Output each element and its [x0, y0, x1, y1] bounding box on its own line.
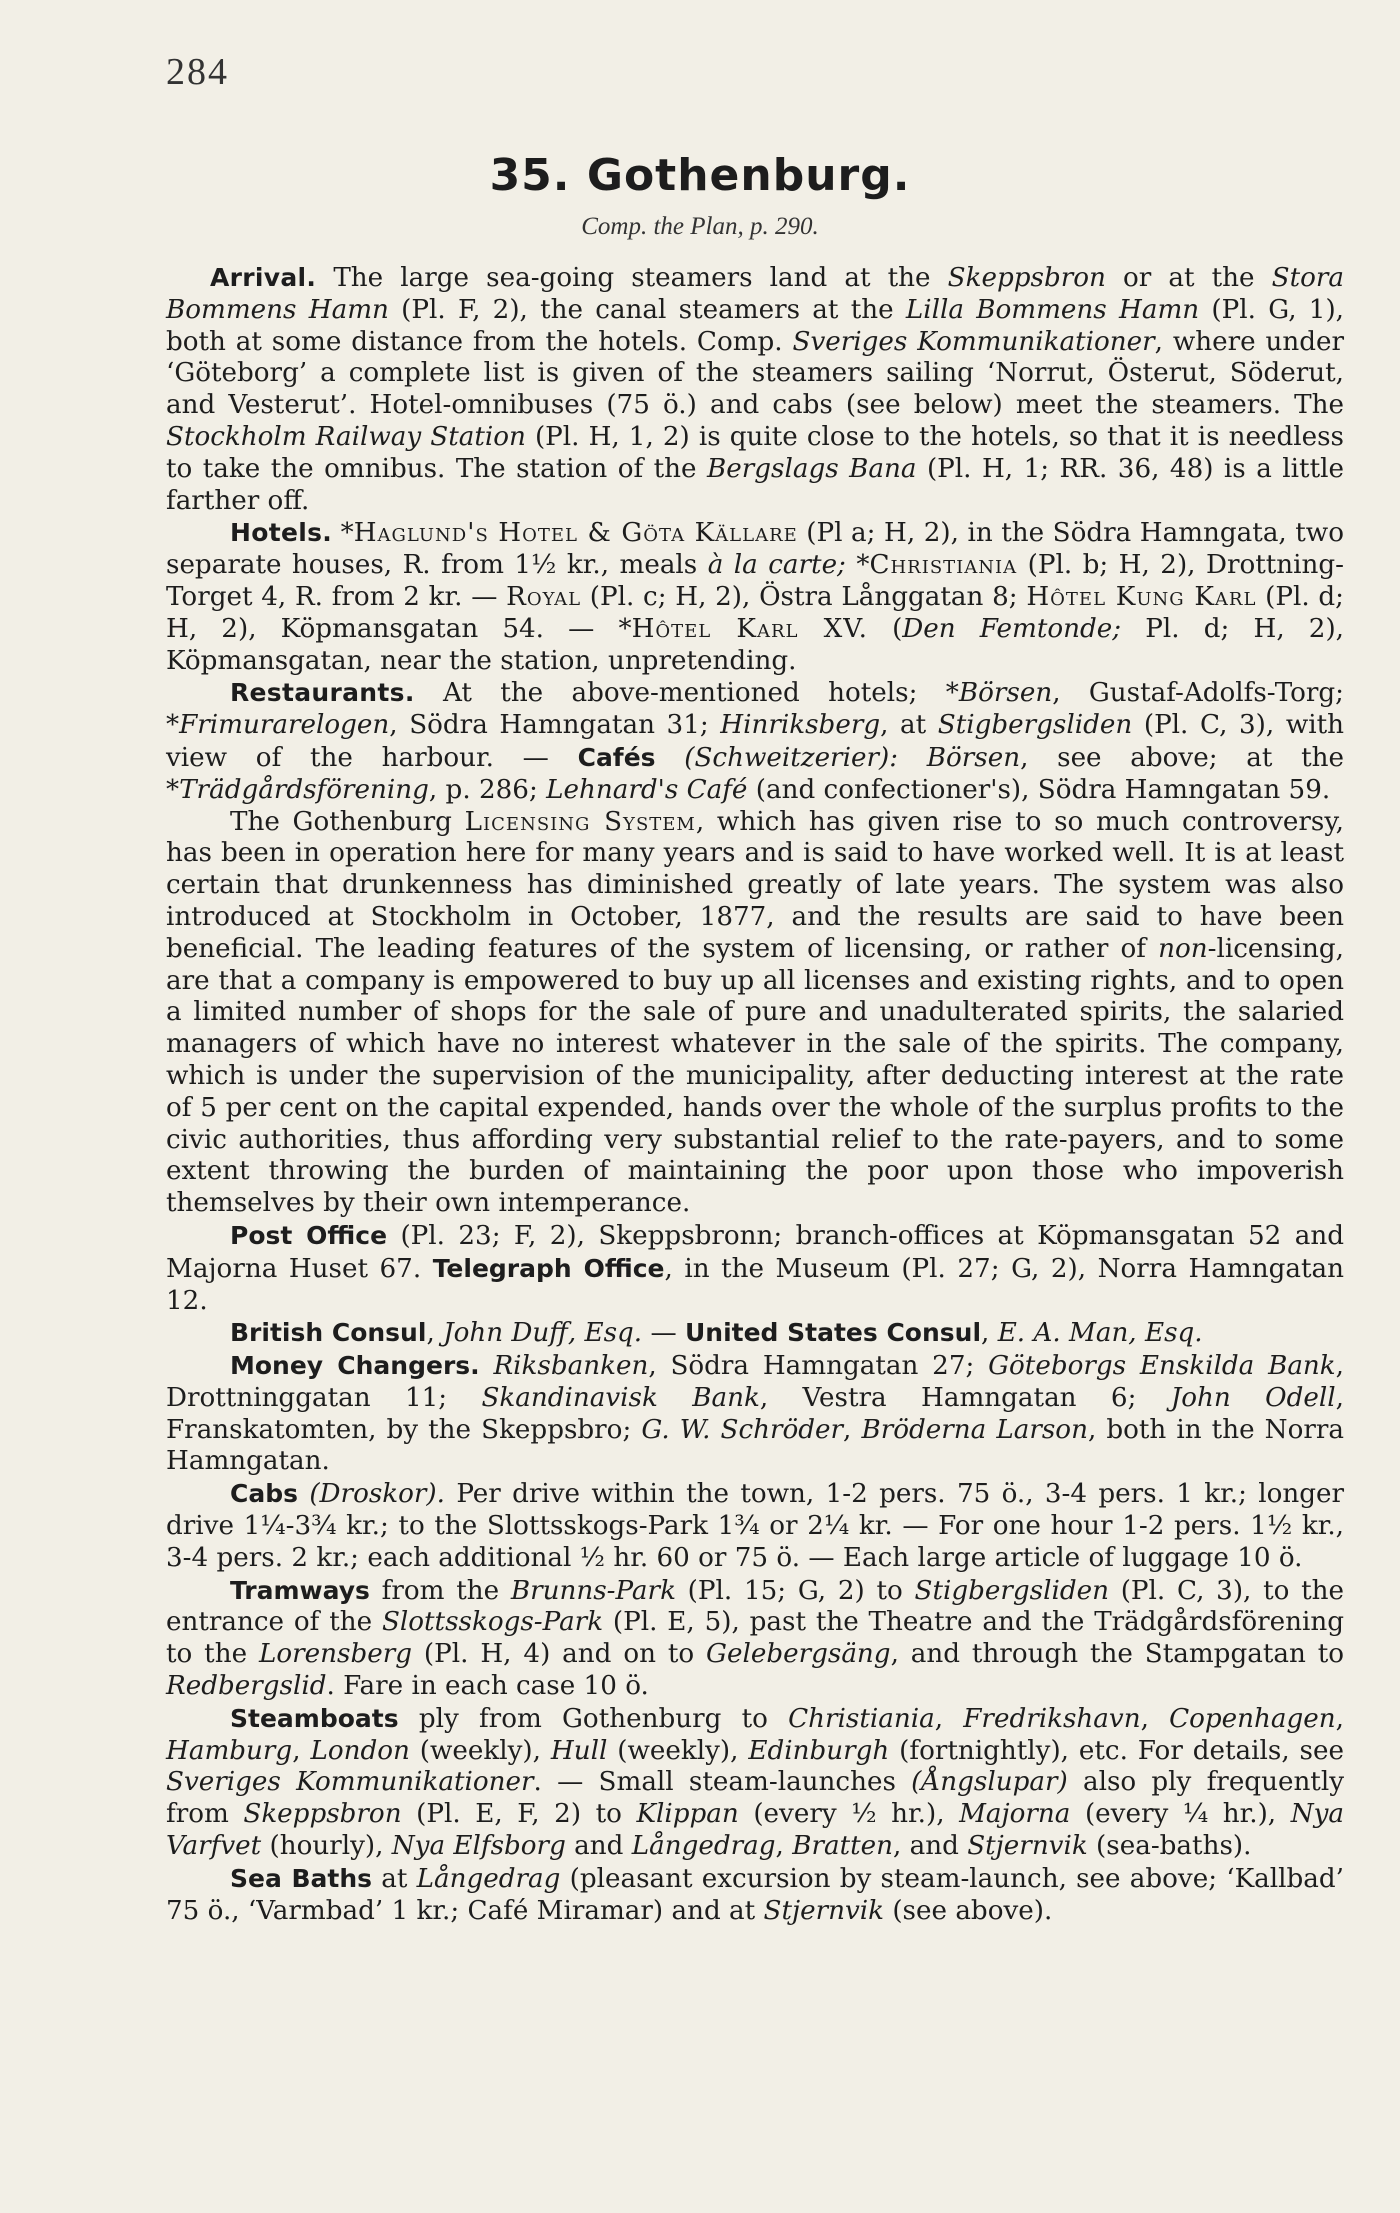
italic-text: Lehnard's Café	[546, 774, 748, 805]
text-run: . — Small steam-launches	[533, 1767, 912, 1798]
italic-text: Brunns-Park	[510, 1575, 676, 1606]
italic-text: (Ångslupar)	[911, 1767, 1068, 1798]
text-run: (fortnightly), etc. For details, see	[889, 1735, 1344, 1766]
keyword: United States Consul	[684, 1318, 982, 1348]
italic-text: Stjernvik	[967, 1831, 1088, 1862]
paragraph	[166, 1478, 1344, 1574]
text-run: also ply frequently from	[166, 1767, 1344, 1830]
text-run: (Pl. C, 3), with view of the harbour. —	[166, 710, 1344, 773]
italic-text: Nya Varfvet	[166, 1799, 1345, 1862]
chapter-subtitle: Comp. the Plan, p. 290.	[581, 213, 819, 240]
keyword: Money Changers.	[230, 1351, 480, 1381]
italic-text: Lorensberg	[258, 1639, 413, 1670]
text-run: ply from Gothenburg to	[398, 1703, 789, 1734]
italic-text: Skandinavisk Bank	[481, 1382, 760, 1413]
text-run: (Pl. b; H, 2), Drottning-Torget 4, R. from 2 kr. —	[166, 550, 1344, 612]
paragraph	[166, 1317, 1344, 1350]
small-caps-text: Royal	[506, 581, 582, 612]
text-run: , see above; at the *	[166, 742, 1345, 805]
italic-text: Trädgårdsförening	[179, 774, 429, 805]
text-run: (every ¼ hr.),	[1070, 1799, 1291, 1830]
text-run: (	[867, 613, 903, 644]
text-run: (Pl. H, 1; RR. 36, 48) is a little farther off.	[166, 453, 1344, 516]
paragraph	[166, 807, 1344, 1220]
paragraph	[166, 1220, 1344, 1317]
keyword: Telegraph Office	[432, 1253, 665, 1283]
text-run: , Södra Hamngatan 31;	[389, 710, 721, 741]
text-run	[480, 1351, 494, 1381]
small-caps-text: Hôtel Karl XV.	[631, 613, 868, 644]
text-run: (Pl. H, 1, 2) is quite close to the hotels, so that it is needless to take the omnibus. The station of the	[166, 421, 1344, 484]
italic-text: (Schweitzerier): Börsen	[684, 742, 1021, 773]
text-run: (weekly),	[607, 1735, 749, 1766]
italic-text: Sveriges Kommunikationer	[792, 326, 1155, 357]
italic-text: Hinriksberg	[720, 710, 881, 741]
italic-text: Stora Bommens Hamn	[166, 263, 1344, 325]
keyword: Sea Baths	[230, 1863, 372, 1893]
italic-text: Edinburgh	[748, 1735, 890, 1766]
text-run: Per drive within the town, 1-2 pers. 75 ö., 3-4 pers. 1 kr.; longer drive 1¼-3¾ kr.; to the Slottsskogs-Park 1¾ or 2¼ kr. — For one hour 1-2 pers. 1½ kr., 3-4 pers. 2 kr.; each additional ½ hr. 60 or 75 ö. — Each large article of luggage 10 ö.	[166, 1479, 1345, 1573]
text-run: . Fare in each case 10 ö.	[326, 1671, 649, 1702]
small-caps-text: Christiania	[869, 550, 1018, 581]
text-run: ,	[1140, 1703, 1170, 1734]
text-run: *	[332, 518, 354, 549]
text-run: (Pl. d; H, 2), Köpmansgatan 54. — *	[166, 581, 1345, 644]
text-run: , and	[893, 1831, 968, 1862]
italic-text: Sveriges Kommunikationer	[166, 1767, 534, 1798]
italic-text: Långedrag	[631, 1831, 776, 1862]
text-run: (weekly),	[409, 1735, 551, 1766]
paragraph	[166, 1863, 1344, 1928]
paragraph	[166, 1350, 1344, 1478]
text-run: —	[642, 1318, 685, 1349]
text-run: , both in the Norra Hamngatan.	[166, 1414, 1344, 1477]
italic-text: Stigbergsliden	[937, 710, 1133, 741]
italic-text: non	[1158, 933, 1208, 964]
text-run: (see above).	[884, 1895, 1053, 1926]
italic-text: John Odell	[1170, 1382, 1336, 1413]
text-run: (Pl. 23; F, 2), Skeppsbronn; branch-offices at Köpmansgatan 52 and Majorna Huset 67.	[166, 1220, 1344, 1284]
italic-text: Skeppsbron	[947, 263, 1106, 293]
text-run: from the	[369, 1575, 511, 1606]
text-run: ,	[934, 1703, 964, 1734]
text-run: (Pl. F, 2), the canal steamers at the	[388, 294, 906, 325]
italic-text: Bröderna Larson	[861, 1414, 1088, 1445]
text-run: and	[565, 1831, 632, 1862]
small-caps-text: Haglund's Hotel & Göta Källare	[353, 518, 798, 549]
text-run: , at	[880, 710, 938, 741]
text-run: The Gothenburg	[230, 806, 465, 837]
italic-text: G. W. Schröder	[641, 1414, 844, 1445]
text-run: ,	[1335, 1703, 1344, 1734]
italic-text: Nya Elfsborg	[391, 1831, 566, 1862]
text-run	[298, 1479, 309, 1509]
text-run: (Pl. G, 1), both at some distance from the hotels. Comp.	[166, 294, 1345, 357]
keyword: Cabs	[230, 1479, 298, 1509]
text-run: (Pl. E, F, 2) to	[401, 1799, 637, 1830]
italic-text: Skeppsbron	[243, 1799, 402, 1830]
text-run: (sea-baths).	[1087, 1831, 1252, 1862]
text-run: (Pl a; H, 2), in the Södra Hamngata, two separate houses, R. from 1½ kr., meals	[166, 518, 1344, 581]
text-run: ,	[775, 1831, 793, 1862]
text-run: , p. 286;	[428, 774, 547, 805]
italic-text: Lilla Bommens Hamn	[905, 294, 1200, 325]
small-caps-text: Licensing System	[464, 806, 696, 837]
italic-text: Fredrikshavn	[963, 1703, 1141, 1734]
italic-text: (Droskor).	[309, 1479, 445, 1510]
section-heading: Arrival.	[210, 263, 317, 292]
italic-text: Börsen	[958, 678, 1053, 709]
paragraph	[166, 262, 1344, 517]
italic-text: John Duff, Esq.	[443, 1318, 643, 1349]
text-run: The large sea-going steamers land at the	[316, 263, 948, 293]
text-run: , Gustaf-Adolfs-Torg; *	[166, 678, 1344, 741]
italic-text: Bergslags Bana	[707, 453, 917, 484]
italic-text: Hamburg	[166, 1735, 293, 1766]
text-run: , which has given rise to so much controversy, has been in operation here for many years and is said to have worked well. It is at least certain that drunkenness has diminished greatly of late years. The system was also introduced at Stockholm in October, 1877, and the results are said to have been beneficial. The leading features of the system of licensing, or rather of	[166, 806, 1344, 964]
paragraph	[166, 1575, 1344, 1703]
keyword: British Consul	[230, 1318, 427, 1348]
keyword: Post Office	[230, 1220, 388, 1250]
italic-text: Slottsskogs-Park	[381, 1607, 604, 1638]
text-run: (pleasant excursion by steam-launch, see above; ‘Kallbad’ 75 ö., ‘Varmbad’ 1 kr.; Café Miramar) and at	[166, 1863, 1344, 1926]
italic-text: Klippan	[636, 1799, 739, 1830]
paragraph	[166, 1703, 1344, 1863]
text-run: , and through the Stampgatan to	[890, 1639, 1345, 1670]
italic-text: Copenhagen	[1169, 1703, 1336, 1734]
text-run: , in the Museum (Pl. 27; G, 2), Norra Hamngatan 12.	[166, 1253, 1344, 1316]
text-run: (hourly),	[261, 1831, 392, 1862]
text-run: or at the	[1105, 263, 1272, 293]
section-heading: Hotels.	[230, 518, 333, 548]
text-run: -licensing, are that a company is empowered to buy up all licenses and existing rights, and to open a limited number of shops for the sale of pure and unadulterated spirits, the salaried managers of which have no interest whatever in the sale of the spirits. The company, which is under the supervision of the municipality, after deducting interest at the rate of 5 per cent on the capital expended, hands over the whole of the surplus profits to the civic authorities, thus affording very substantial relief to the rate-payers, and to some extent throwing the burden of maintaining the poor upon those who impoverish themselves by their own intemperance.	[166, 933, 1344, 1219]
italic-text: Stockholm Railway Station	[166, 421, 526, 452]
italic-text: Majorna	[959, 1799, 1071, 1830]
text-run: At the above-mentioned hotels; *	[414, 678, 959, 709]
text-run: (Pl. E, 5), past the Theatre and the Trädgårdsförening to the	[166, 1607, 1344, 1670]
text-run: (and confectioner's), Södra Hamngatan 59.	[747, 774, 1331, 805]
page-number: 284	[166, 51, 229, 93]
text-run: , Vestra Hamngatan 6;	[759, 1382, 1171, 1413]
italic-text: Riksbanken	[493, 1351, 649, 1382]
keyword: Steamboats	[230, 1703, 399, 1733]
italic-text: Stjernvik	[763, 1895, 885, 1926]
page-body	[166, 262, 1344, 1927]
paragraph	[166, 677, 1344, 806]
italic-text: Göteborgs Enskilda Bank	[988, 1351, 1336, 1382]
italic-text: Frimurarelogen	[179, 710, 390, 741]
text-run: , where under ‘Göteborg’ a complete list is given of the steamers sailing ‘Norrut, Österut, Söderut, and Vesterut’. Hotel-omnibuses (75 ö.) and cabs (see below) meet the steamers. The	[166, 326, 1345, 421]
italic-text: E. A. Man, Esq.	[997, 1318, 1203, 1349]
text-run: , Drottninggatan 11;	[166, 1351, 1344, 1413]
text-run: (Pl. c; H, 2), Östra Långgatan 8;	[581, 581, 1027, 612]
text-run: (Pl. C, 3), to the entrance of the	[166, 1575, 1345, 1638]
text-run: ,	[843, 1414, 862, 1445]
text-run: ,	[292, 1735, 311, 1766]
text-run: (Pl. 15; G, 2) to	[675, 1575, 915, 1606]
text-run: *	[845, 550, 870, 581]
italic-text: Bratten	[792, 1831, 893, 1862]
text-run: Pl. d; H, 2), Köpmansgatan, near the station, unpretending.	[166, 613, 1344, 676]
text-run	[656, 743, 685, 773]
text-run: (Pl. H, 4) and on to	[412, 1639, 707, 1670]
italic-text: Gelebergsäng	[706, 1639, 891, 1670]
paragraph	[166, 517, 1344, 677]
text-run: ,	[426, 1318, 444, 1349]
text-run: (every ½ hr.),	[738, 1799, 960, 1830]
text-run: , Södra Hamngatan 27;	[648, 1351, 989, 1382]
italic-text: Stigbergsliden	[914, 1575, 1109, 1606]
section-heading: Restaurants.	[230, 678, 415, 708]
italic-text: Den Femtonde;	[902, 613, 1122, 644]
small-caps-text: Hôtel Kung Karl	[1026, 581, 1257, 612]
italic-text: Redbergslid	[166, 1671, 327, 1702]
text-run: , Franskatomten, by the Skeppsbro;	[166, 1382, 1344, 1445]
italic-text: London	[310, 1735, 410, 1766]
chapter-title: 35. Gothenburg.	[489, 150, 911, 201]
keyword: Cafés	[577, 742, 656, 772]
text-run: ,	[981, 1318, 998, 1349]
italic-text: à la carte;	[707, 550, 846, 581]
text-run: at	[372, 1863, 417, 1894]
italic-text: Christiania	[788, 1703, 935, 1734]
keyword: Tramways	[230, 1575, 370, 1605]
italic-text: Hull	[550, 1735, 608, 1766]
italic-text: Långedrag	[416, 1863, 561, 1894]
